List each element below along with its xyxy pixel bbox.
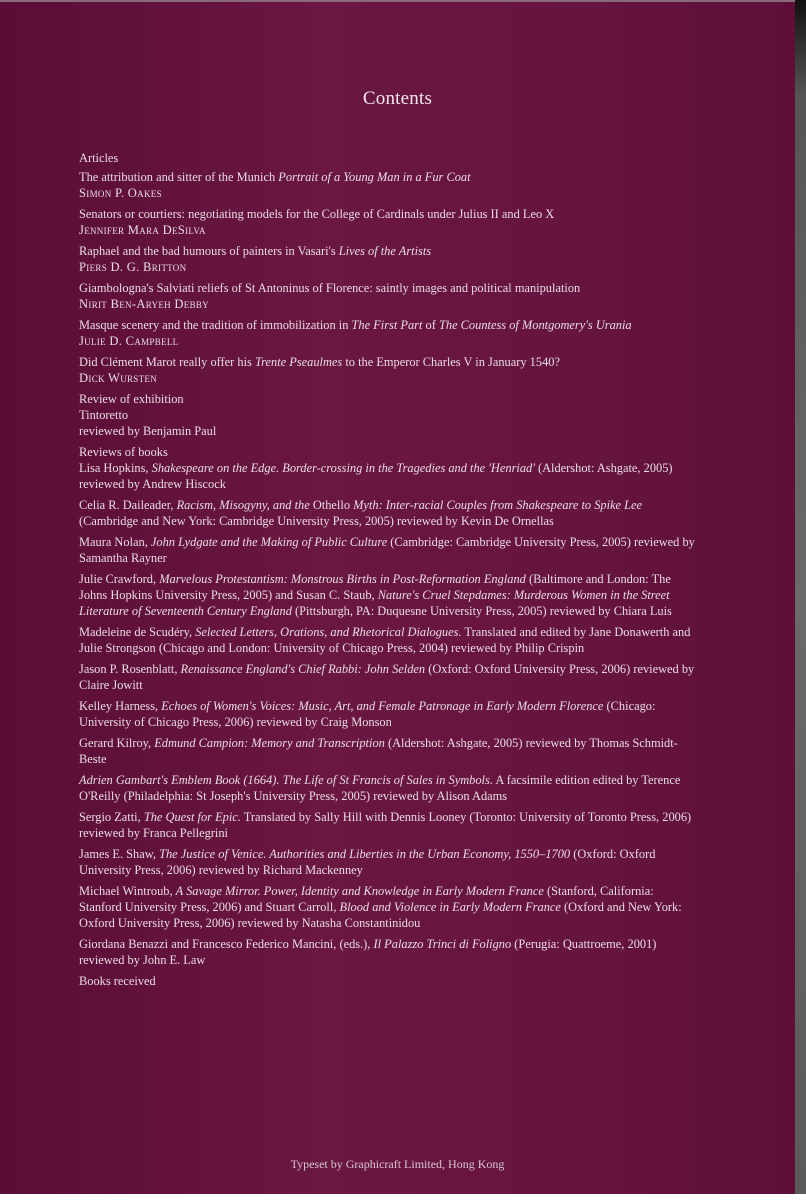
- book-title: Marvelous Protestantism: Monstrous Births in Post-Reformation England: [159, 572, 526, 586]
- article-title: of: [422, 318, 439, 332]
- book-details: (Cambridge and New York: Cambridge University Press, 2005) reviewed by Kevin De Ornellas: [79, 514, 554, 528]
- book-title-roman: Othello: [312, 498, 351, 512]
- book-details: (Oxford: Oxford University Press, 2006) reviewed by Richard Mackenney: [79, 847, 656, 877]
- article-title: Raphael and the bad humours of painters in Vasari's: [79, 244, 339, 258]
- section-heading-articles: Articles: [79, 151, 119, 165]
- book-author: James E. Shaw,: [79, 847, 160, 861]
- book-review-entry: [79, 624, 699, 656]
- exhibition-review: [79, 391, 699, 439]
- book-details: (Pittsburgh, PA: Duquesne University Press, 2005) reviewed by Chiara Luis: [291, 604, 672, 618]
- page-title: Contents: [362, 88, 433, 109]
- exhibition-reviewer: reviewed by Benjamin Paul: [79, 424, 217, 438]
- book-title: A Savage Mirror. Power, Identity and Knowledge in Early Modern France: [175, 884, 544, 898]
- article-title: Giambologna's Salviati reliefs of St Antoninus of Florence: saintly images and political manipulation: [79, 281, 581, 295]
- article-author: Nirit Ben-Aryeh Debby: [79, 297, 209, 311]
- book-details: (Oxford: Oxford University Press, 2006) reviewed by Claire Jowitt: [79, 662, 695, 692]
- article-title-italic: Lives of the Artists: [338, 244, 432, 258]
- book-title: Echoes of Women's Voices: Music, Art, and Female Patronage in Early Modern Florence: [161, 699, 604, 713]
- book-details: (Oxford and New York: Oxford University Press, 2006) reviewed by Natasha Constantinidou: [79, 900, 682, 930]
- book-review-entry: [79, 571, 699, 619]
- book-title: Blood and Violence in Early Modern France: [339, 900, 561, 914]
- book-review-entry: [79, 661, 699, 693]
- books-received: Books received: [79, 974, 156, 988]
- book-title: Nature's Cruel Stepdames: Murderous Women in the Street Literature of Seventeenth Century England: [79, 588, 670, 618]
- book-title: Renaissance England's Chief Rabbi: John Selden: [180, 662, 426, 676]
- article-title: Senators or courtiers: negotiating models for the College of Cardinals under Julius II and Leo X: [79, 207, 555, 221]
- article-author: Jennifer Mara DeSilva: [79, 223, 206, 237]
- book-author: Julie Crawford,: [79, 572, 160, 586]
- article-title-italic: The Countess of Montgomery's Urania: [438, 318, 632, 332]
- book-details: Translated by Sally Hill with Dennis Looney (Toronto: University of Toronto Press, 2006) reviewed by Franca Pellegrini: [79, 810, 692, 840]
- article-author: Simon P. Oakes: [79, 186, 162, 200]
- book-title: The Justice of Venice. Authorities and Liberties in the Urban Economy, 1550–1700: [159, 847, 571, 861]
- article-entry: [79, 206, 699, 238]
- article-title: The attribution and sitter of the Munich: [79, 170, 279, 184]
- book-title: Selected Letters, Orations, and Rhetorical Dialogues.: [195, 625, 462, 639]
- scan-edge-shadow: [795, 0, 806, 1194]
- article-entry: [79, 280, 699, 312]
- typesetter-credit: Typeset by Graphicraft Limited, Hong Kong: [290, 1157, 505, 1171]
- scan-bottom-margin: [0, 1194, 806, 1200]
- article-title: Did Clément Marot really offer his: [79, 355, 255, 369]
- book-review-entry: [79, 772, 699, 804]
- book-title: Racism, Misogyny, and the: [176, 498, 313, 512]
- book-author: Giordana Benazzi and Francesco Federico Mancini, (eds.),: [79, 937, 374, 951]
- book-title: Myth: Inter-racial Couples from Shakespeare to Spike Lee: [350, 498, 643, 512]
- book-details: (Stanford, California: Stanford University Press, 2006) and Stuart Carroll,: [79, 884, 654, 914]
- book-author: Madeleine de Scudéry,: [79, 625, 196, 639]
- book-author: Michael Wintroub,: [79, 884, 176, 898]
- book-author: Maura Nolan,: [79, 535, 151, 549]
- article-title-italic: Portrait of a Young Man in a Fur Coat: [278, 170, 471, 184]
- book-review-entry: [79, 735, 699, 767]
- book-review-entry: [79, 846, 699, 878]
- book-details: Translated and edited by Jane Donawerth and Julie Strongson (Chicago and London: University of Chicago Press, 2004) reviewed by Philip Crispin: [79, 625, 691, 655]
- book-title: Adrien Gambart's Emblem Book (1664). The Life of St Francis of Sales in Symbols.: [79, 773, 493, 787]
- article-entry: [79, 354, 699, 386]
- article-title-italic: Trente Pseaulmes: [254, 355, 343, 369]
- section-heading-exhibition: Review of exhibition: [79, 392, 184, 406]
- article-entry: [79, 169, 699, 201]
- book-details: (Aldershot: Ashgate, 2005) reviewed by Thomas Schmidt-Beste: [79, 736, 678, 766]
- book-review-entry: [79, 698, 699, 730]
- book-title: Edmund Campion: Memory and Transcription: [154, 736, 385, 750]
- article-title: Masque scenery and the tradition of immobilization in: [79, 318, 352, 332]
- section-heading-books: Reviews of books: [79, 445, 168, 459]
- book-details: (Aldershot: Ashgate, 2005) reviewed by Andrew Hiscock: [79, 461, 673, 491]
- book-title: Shakespeare on the Edge. Border-crossing in the Tragedies and the 'Henriad': [151, 461, 535, 475]
- book-review-entry: [79, 460, 699, 492]
- article-author: Dick Wursten: [79, 371, 158, 385]
- book-review-entry: [79, 883, 699, 931]
- article-author: Piers D. G. Britton: [79, 260, 187, 274]
- book-details: (Cambridge: Cambridge University Press, 2005) reviewed by Samantha Rayner: [79, 535, 695, 565]
- article-entry: [79, 243, 699, 275]
- book-review-entry: [79, 497, 699, 529]
- book-author: Jason P. Rosenblatt,: [79, 662, 181, 676]
- article-author: Julie D. Campbell: [79, 334, 179, 348]
- book-review-entry: [79, 534, 699, 566]
- book-details: (Chicago: University of Chicago Press, 2006) reviewed by Craig Monson: [79, 699, 656, 729]
- page-top-edge: [0, 0, 795, 2]
- book-author: Gerard Kilroy,: [79, 736, 155, 750]
- article-title: to the Emperor Charles V in January 1540?: [342, 355, 560, 369]
- book-details: A facsimile edition edited by Terence O'Reilly (Philadelphia: St Joseph's University Press, 2005) reviewed by Alison Adams: [79, 773, 681, 803]
- article-title-italic: The First Part: [351, 318, 423, 332]
- table-of-contents: [79, 150, 699, 994]
- book-author: Celia R. Daileader,: [79, 498, 177, 512]
- book-author: Sergio Zatti,: [79, 810, 144, 824]
- book-author: Lisa Hopkins,: [79, 461, 152, 475]
- book-review-entry: [79, 809, 699, 841]
- book-title: The Quest for Epic.: [143, 810, 241, 824]
- book-details: (Baltimore and London: The Johns Hopkins University Press, 2005) and Susan C. Staub,: [79, 572, 671, 602]
- article-entry: [79, 317, 699, 349]
- book-title: John Lydgate and the Making of Public Culture: [150, 535, 388, 549]
- exhibition-title: Tintoretto: [79, 408, 129, 422]
- book-title: Il Palazzo Trinci di Foligno: [373, 937, 512, 951]
- book-details: (Perugia: Quattroeme, 2001) reviewed by John E. Law: [79, 937, 657, 967]
- book-review-entry: [79, 936, 699, 968]
- book-author: Kelley Harness,: [79, 699, 162, 713]
